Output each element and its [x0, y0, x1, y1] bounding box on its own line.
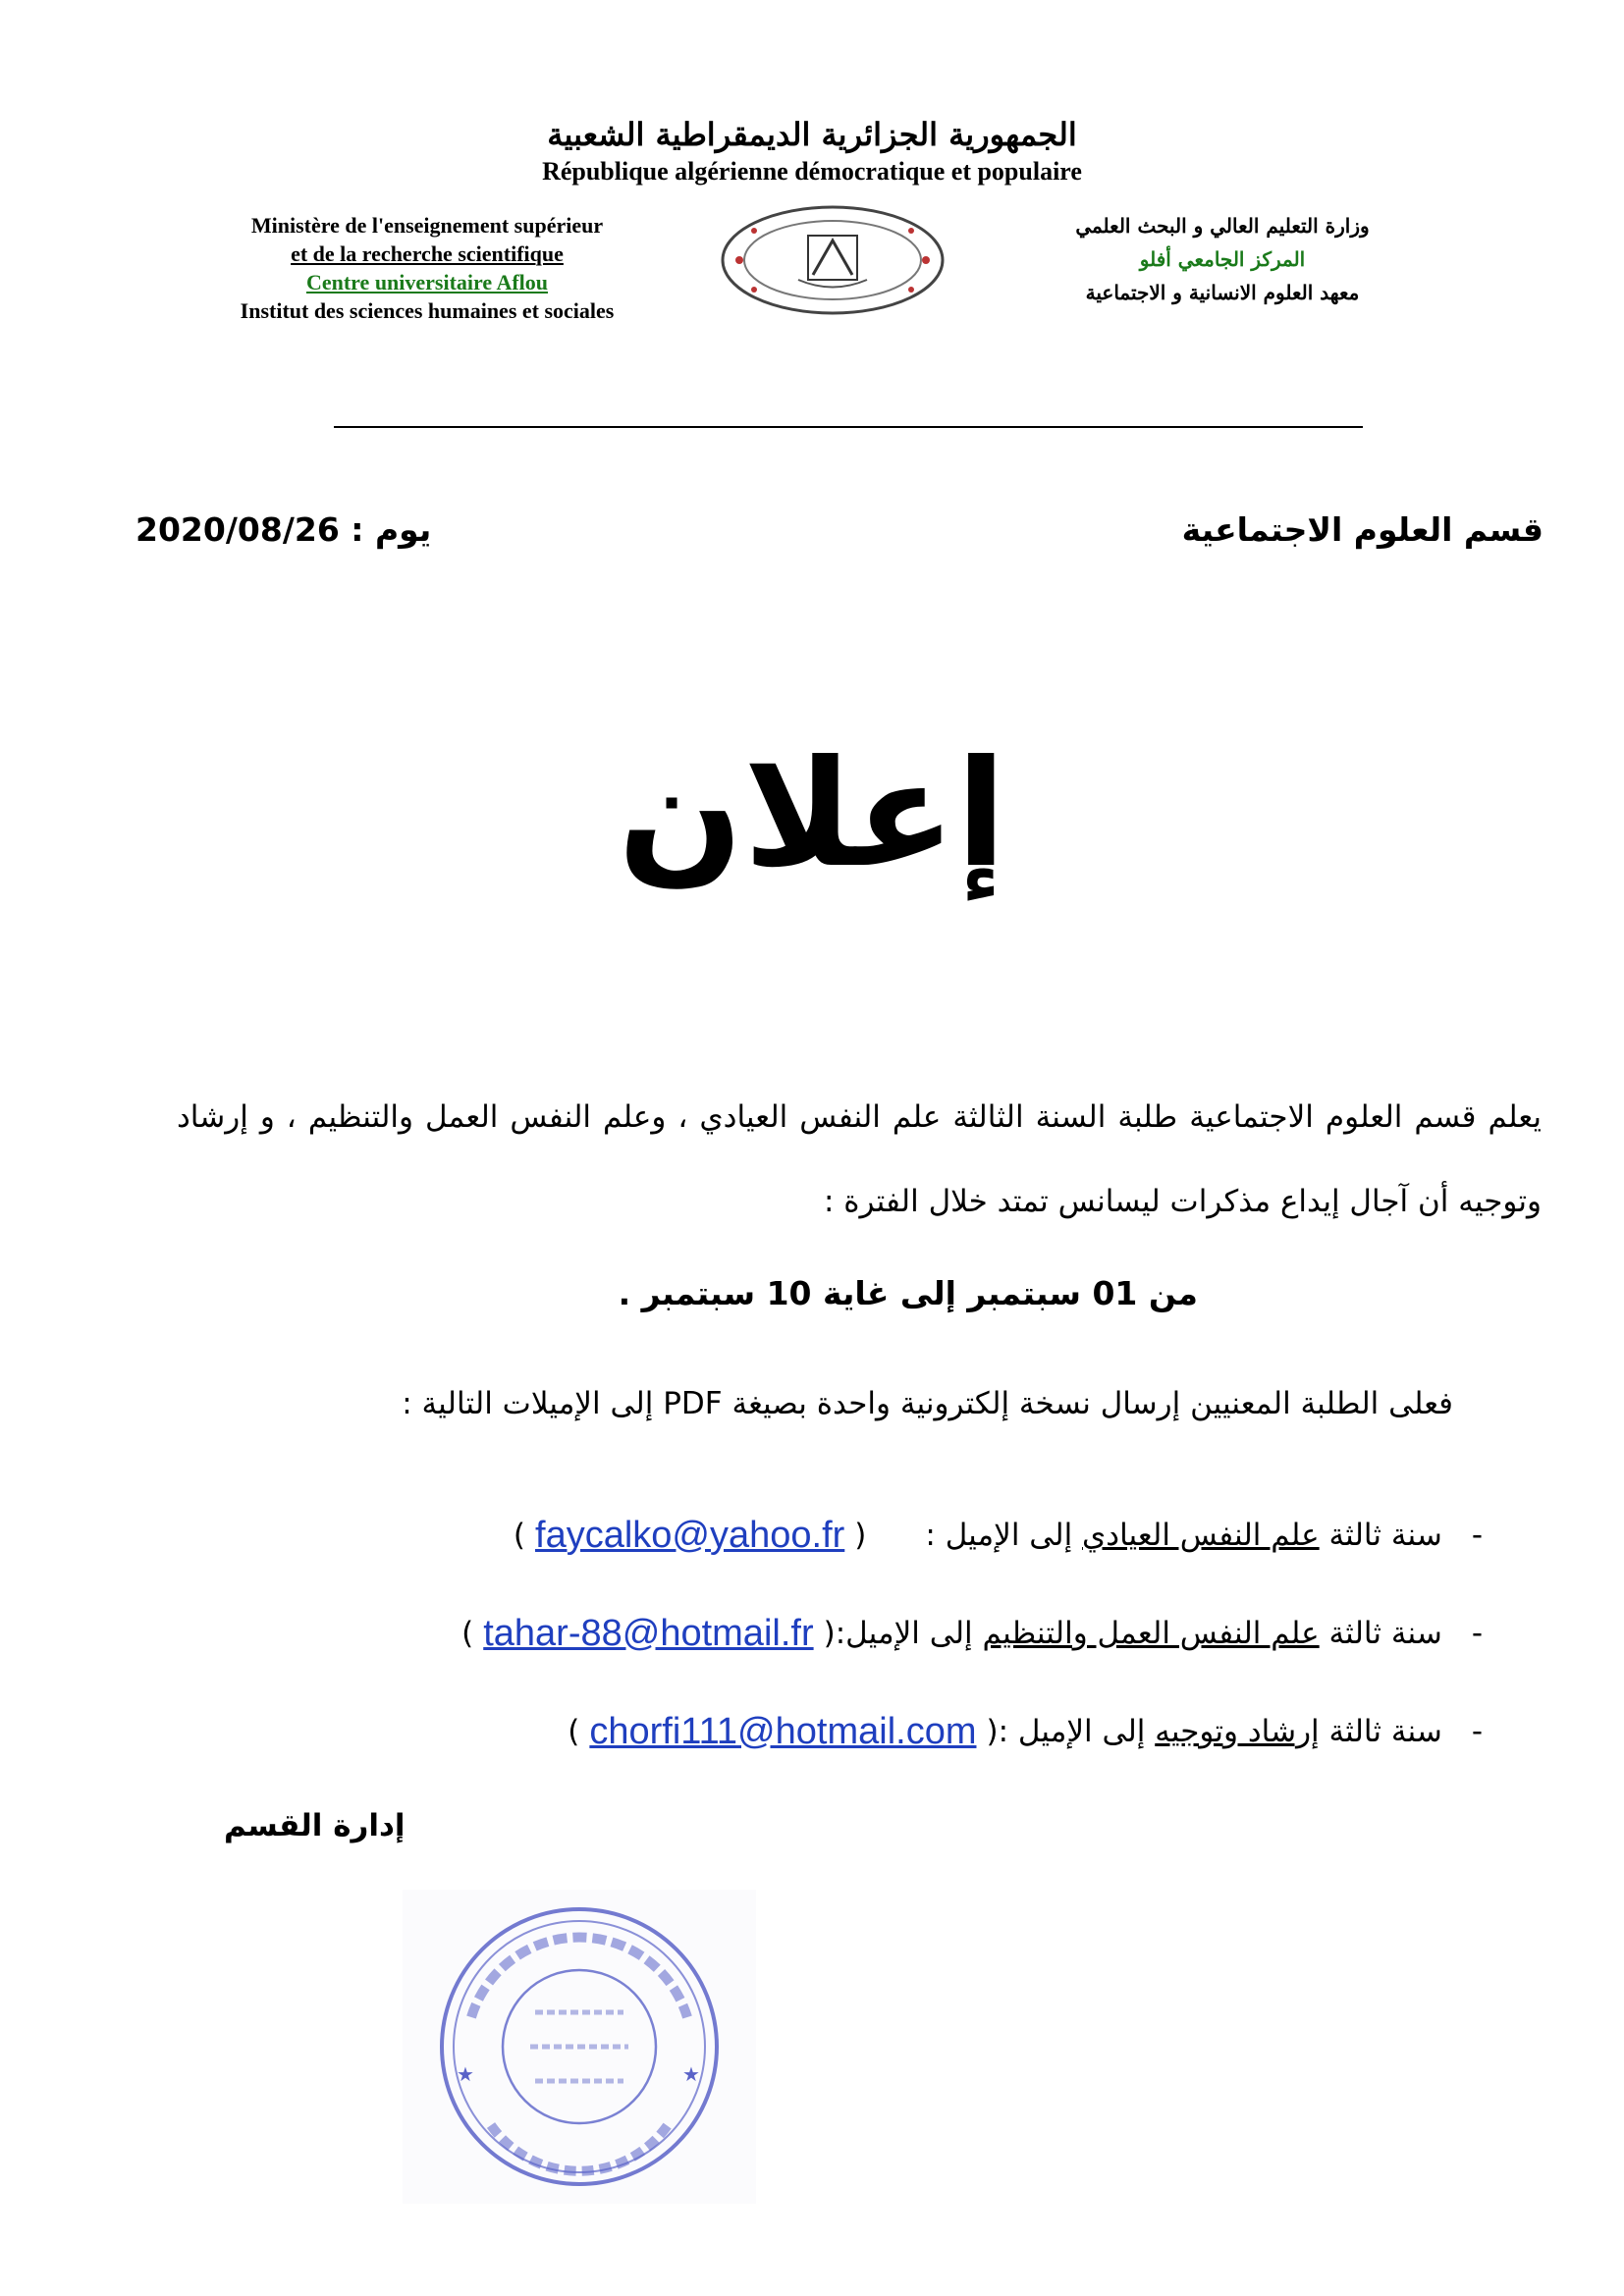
official-stamp [403, 1890, 756, 2204]
open-paren: ( [823, 1616, 836, 1651]
specialty-name: علم النفس العيادي [1082, 1518, 1320, 1553]
email-prefix: إلى الإميل: [835, 1616, 973, 1651]
email-prefix: إلى الإميل : [998, 1714, 1146, 1749]
list-bullet: - [1471, 1714, 1483, 1749]
header-divider [334, 426, 1363, 428]
ministry-line: Ministère de l'enseignement supérieur [250, 213, 604, 238]
deadline-period: من 01 سبتمبر إلى غاية 10 سبتمبر . [618, 1274, 1198, 1312]
header-arabic-institution [992, 209, 1453, 309]
open-paren: ( [986, 1714, 999, 1749]
specialty-name: إرشاد وتوجيه [1155, 1714, 1320, 1749]
email-link-clinical[interactable]: faycalko@yahoo.fr [535, 1514, 845, 1556]
email-row-work-psychology [236, 1604, 1483, 1663]
email-prefix: إلى الإميل : [925, 1518, 1073, 1553]
close-paren: ) [513, 1518, 526, 1553]
list-bullet: - [1471, 1518, 1483, 1553]
university-logo [715, 201, 950, 319]
email-row-clinical [236, 1506, 1483, 1565]
date-value: 2020/08/26 [135, 510, 340, 549]
header-arabic-country: الجمهورية الجزائرية الديمقراطية الشعبية [547, 116, 1077, 153]
email-link-work-psychology[interactable]: tahar-88@hotmail.fr [483, 1612, 814, 1654]
date-line [135, 510, 431, 549]
header-french-institution [147, 211, 707, 325]
header-french-country: République algérienne démocratique et populaire [542, 157, 1082, 186]
centre-line: Centre universitaire Aflou [305, 270, 549, 294]
specialty-name: علم النفس العمل والتنظيم [982, 1616, 1320, 1651]
ministry-line-ar: وزارة التعليم العالي و البحث العلمي [1075, 214, 1370, 238]
announcement-title: إعلان [618, 729, 1006, 900]
list-bullet: - [1471, 1616, 1483, 1651]
year-label: سنة ثالثة [1328, 1616, 1442, 1651]
centre-line-ar: المركز الجامعي أفلو [1139, 247, 1306, 271]
star-glyph: ★ [457, 2062, 474, 2086]
institute-line: Institut des sciences humaines et sociales [240, 298, 615, 323]
department-administration: إدارة القسم [224, 1808, 406, 1843]
date-label: يوم : [351, 510, 432, 549]
year-label: سنة ثالثة [1328, 1714, 1442, 1749]
email-row-guidance [236, 1702, 1483, 1761]
close-paren: ) [568, 1714, 580, 1749]
open-paren: ( [854, 1518, 867, 1553]
year-label: سنة ثالثة [1328, 1518, 1442, 1553]
close-paren: ) [461, 1616, 474, 1651]
star-glyph: ★ [682, 2062, 700, 2086]
announcement-paragraph: يعلم قسم العلوم الاجتماعية طلبة السنة الثالثة علم النفس العيادي ، وعلم النفس العمل والتنظيم ، و إرشاد وتوجيه أن آجال إيداع مذكرات ليسانس تمتد خلال الفترة : [177, 1099, 1542, 1219]
research-line: et de la recherche scientifique [291, 241, 564, 266]
email-link-guidance[interactable]: chorfi111@hotmail.com [589, 1710, 977, 1752]
submission-instruction: فعلى الطلبة المعنيين إرسال نسخة إلكترونية واحدة بصيغة PDF إلى الإميلات التالية : [402, 1386, 1453, 1421]
department-name: قسم العلوم الاجتماعية [1181, 510, 1543, 549]
institute-line-ar: معهد العلوم الانسانية و الاجتماعية [1085, 281, 1360, 304]
